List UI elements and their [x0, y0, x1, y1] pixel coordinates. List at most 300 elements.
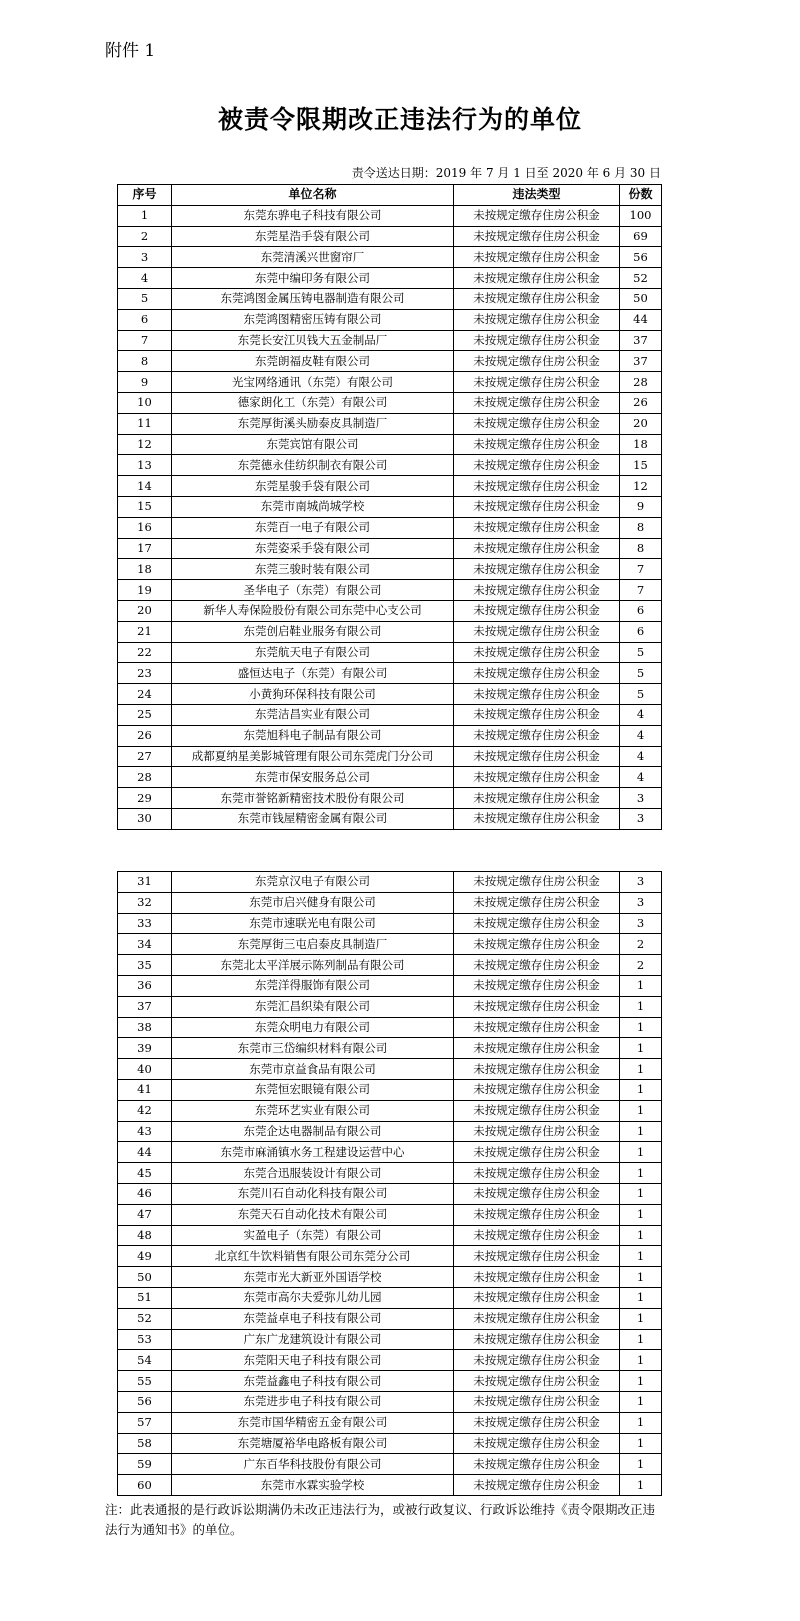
cell-count: 1: [620, 1329, 662, 1350]
cell-serial: 10: [118, 392, 172, 413]
cell-serial: 51: [118, 1287, 172, 1308]
table-row: [118, 1475, 662, 1496]
cell-unit-name: 东莞清溪兴世窗帘厂: [172, 247, 454, 268]
cell-count: 1: [620, 1454, 662, 1475]
cell-serial: 34: [118, 934, 172, 955]
cell-serial: 54: [118, 1350, 172, 1371]
cell-serial: 42: [118, 1100, 172, 1121]
cell-violation-type: 未按规定缴存住房公积金: [454, 434, 620, 455]
cell-count: 1: [620, 1017, 662, 1038]
cell-serial: 38: [118, 1017, 172, 1038]
cell-serial: 22: [118, 642, 172, 663]
cell-unit-name: 东莞市京益食品有限公司: [172, 1059, 454, 1080]
cell-violation-type: 未按规定缴存住房公积金: [454, 226, 620, 247]
cell-count: 1: [620, 1267, 662, 1288]
cell-unit-name: 东莞厚街三屯启泰皮具制造厂: [172, 934, 454, 955]
table-row: [118, 392, 662, 413]
cell-unit-name: 东莞星骏手袋有限公司: [172, 476, 454, 497]
cell-serial: 60: [118, 1475, 172, 1496]
cell-unit-name: 小黄狗环保科技有限公司: [172, 684, 454, 705]
table-row: [118, 1204, 662, 1225]
cell-count: 12: [620, 476, 662, 497]
cell-count: 8: [620, 517, 662, 538]
cell-unit-name: 东莞益鑫电子科技有限公司: [172, 1371, 454, 1392]
table-row: [118, 517, 662, 538]
table-row: [118, 434, 662, 455]
cell-serial: 40: [118, 1059, 172, 1080]
table-row: [118, 1225, 662, 1246]
table-header-row: [118, 185, 662, 206]
cell-serial: 25: [118, 704, 172, 725]
cell-count: 4: [620, 746, 662, 767]
attachment-label: 附件 1: [105, 41, 156, 61]
cell-violation-type: 未按规定缴存住房公积金: [454, 559, 620, 580]
cell-count: 1: [620, 1121, 662, 1142]
cell-serial: 16: [118, 517, 172, 538]
cell-count: 3: [620, 788, 662, 809]
cell-count: 3: [620, 808, 662, 829]
cell-violation-type: 未按规定缴存住房公积金: [454, 975, 620, 996]
cell-serial: 4: [118, 268, 172, 289]
cell-serial: 56: [118, 1391, 172, 1412]
cell-unit-name: 东莞百一电子有限公司: [172, 517, 454, 538]
cell-unit-name: 光宝网络通讯（东莞）有限公司: [172, 372, 454, 393]
cell-unit-name: 东莞市保安服务总公司: [172, 767, 454, 788]
cell-violation-type: 未按规定缴存住房公积金: [454, 330, 620, 351]
cell-serial: 23: [118, 663, 172, 684]
cell-unit-name: 东莞洋得服饰有限公司: [172, 975, 454, 996]
header-count: 份数: [620, 185, 662, 206]
cell-violation-type: 未按规定缴存住房公积金: [454, 268, 620, 289]
cell-count: 3: [620, 872, 662, 893]
cell-serial: 26: [118, 725, 172, 746]
table-row: [118, 913, 662, 934]
cell-unit-name: 东莞市启兴健身有限公司: [172, 892, 454, 913]
cell-unit-name: 德家朗化工（东莞）有限公司: [172, 392, 454, 413]
table-row: [118, 1391, 662, 1412]
cell-violation-type: 未按规定缴存住房公积金: [454, 1100, 620, 1121]
cell-serial: 27: [118, 746, 172, 767]
table-row: [118, 663, 662, 684]
table-row: [118, 725, 662, 746]
cell-unit-name: 东莞鸿图金属压铸电器制造有限公司: [172, 288, 454, 309]
cell-unit-name: 东莞京汉电子有限公司: [172, 872, 454, 893]
cell-serial: 53: [118, 1329, 172, 1350]
cell-count: 2: [620, 934, 662, 955]
cell-violation-type: 未按规定缴存住房公积金: [454, 684, 620, 705]
table-row: [118, 268, 662, 289]
document-title: 被责令限期改正违法行为的单位: [217, 105, 582, 134]
cell-count: 6: [620, 600, 662, 621]
cell-count: 7: [620, 559, 662, 580]
cell-serial: 5: [118, 288, 172, 309]
cell-count: 6: [620, 621, 662, 642]
cell-count: 5: [620, 684, 662, 705]
cell-count: 1: [620, 1079, 662, 1100]
cell-count: 1: [620, 1183, 662, 1204]
cell-violation-type: 未按规定缴存住房公积金: [454, 455, 620, 476]
cell-unit-name: 盛恒达电子（东莞）有限公司: [172, 663, 454, 684]
cell-serial: 15: [118, 496, 172, 517]
cell-count: 1: [620, 1038, 662, 1059]
cell-count: 7: [620, 580, 662, 601]
cell-serial: 39: [118, 1038, 172, 1059]
cell-violation-type: 未按规定缴存住房公积金: [454, 663, 620, 684]
table-row: [118, 1142, 662, 1163]
table-row: [118, 455, 662, 476]
cell-count: 3: [620, 892, 662, 913]
table-row: [118, 1412, 662, 1433]
cell-violation-type: 未按规定缴存住房公积金: [454, 1391, 620, 1412]
cell-serial: 30: [118, 808, 172, 829]
cell-unit-name: 北京红牛饮料销售有限公司东莞分公司: [172, 1246, 454, 1267]
cell-serial: 6: [118, 309, 172, 330]
cell-count: 44: [620, 309, 662, 330]
cell-violation-type: 未按规定缴存住房公积金: [454, 704, 620, 725]
table-row: [118, 1308, 662, 1329]
cell-serial: 11: [118, 413, 172, 434]
cell-violation-type: 未按规定缴存住房公积金: [454, 767, 620, 788]
cell-violation-type: 未按规定缴存住房公积金: [454, 1225, 620, 1246]
cell-violation-type: 未按规定缴存住房公积金: [454, 913, 620, 934]
table-row: [118, 1121, 662, 1142]
table-row: [118, 892, 662, 913]
cell-count: 15: [620, 455, 662, 476]
cell-count: 50: [620, 288, 662, 309]
cell-count: 1: [620, 975, 662, 996]
cell-serial: 24: [118, 684, 172, 705]
table-row: [118, 642, 662, 663]
cell-unit-name: 东莞中编印务有限公司: [172, 268, 454, 289]
cell-count: 1: [620, 1163, 662, 1184]
cell-unit-name: 东莞进步电子科技有限公司: [172, 1391, 454, 1412]
cell-unit-name: 东莞市高尔夫爱弥儿幼儿园: [172, 1287, 454, 1308]
cell-unit-name: 东莞市誉铭新精密技术股份有限公司: [172, 788, 454, 809]
cell-violation-type: 未按规定缴存住房公积金: [454, 538, 620, 559]
cell-serial: 35: [118, 955, 172, 976]
cell-violation-type: 未按规定缴存住房公积金: [454, 1059, 620, 1080]
table-row: [118, 476, 662, 497]
cell-count: 18: [620, 434, 662, 455]
header-violation-type: 违法类型: [454, 185, 620, 206]
cell-violation-type: 未按规定缴存住房公积金: [454, 1371, 620, 1392]
cell-serial: 21: [118, 621, 172, 642]
cell-unit-name: 东莞创启鞋业服务有限公司: [172, 621, 454, 642]
cell-count: 4: [620, 704, 662, 725]
cell-violation-type: 未按规定缴存住房公积金: [454, 247, 620, 268]
cell-violation-type: 未按规定缴存住房公积金: [454, 1121, 620, 1142]
table-row: [118, 1059, 662, 1080]
cell-violation-type: 未按规定缴存住房公积金: [454, 288, 620, 309]
cell-count: 52: [620, 268, 662, 289]
cell-count: 69: [620, 226, 662, 247]
table-row: [118, 1287, 662, 1308]
cell-count: 100: [620, 205, 662, 226]
table-row: [118, 1038, 662, 1059]
cell-serial: 13: [118, 455, 172, 476]
cell-violation-type: 未按规定缴存住房公积金: [454, 1287, 620, 1308]
table-row: [118, 872, 662, 893]
cell-serial: 36: [118, 975, 172, 996]
cell-serial: 29: [118, 788, 172, 809]
cell-count: 26: [620, 392, 662, 413]
table-row: [118, 538, 662, 559]
cell-count: 28: [620, 372, 662, 393]
cell-unit-name: 广东百华科技股份有限公司: [172, 1454, 454, 1475]
cell-violation-type: 未按规定缴存住房公积金: [454, 725, 620, 746]
header-unit-name: 单位名称: [172, 185, 454, 206]
table-row: [118, 309, 662, 330]
cell-count: 1: [620, 1059, 662, 1080]
cell-violation-type: 未按规定缴存住房公积金: [454, 517, 620, 538]
cell-violation-type: 未按规定缴存住房公积金: [454, 621, 620, 642]
cell-count: 1: [620, 1391, 662, 1412]
cell-violation-type: 未按规定缴存住房公积金: [454, 1038, 620, 1059]
cell-violation-type: 未按规定缴存住房公积金: [454, 580, 620, 601]
cell-count: 1: [620, 1350, 662, 1371]
cell-count: 1: [620, 1246, 662, 1267]
cell-violation-type: 未按规定缴存住房公积金: [454, 642, 620, 663]
cell-serial: 41: [118, 1079, 172, 1100]
cell-unit-name: 成都夏纳星美影城管理有限公司东莞虎门分公司: [172, 746, 454, 767]
cell-unit-name: 新华人寿保险股份有限公司东莞中心支公司: [172, 600, 454, 621]
cell-count: 1: [620, 1308, 662, 1329]
cell-serial: 8: [118, 351, 172, 372]
cell-serial: 57: [118, 1412, 172, 1433]
cell-violation-type: 未按规定缴存住房公积金: [454, 1412, 620, 1433]
cell-violation-type: 未按规定缴存住房公积金: [454, 1017, 620, 1038]
cell-count: 3: [620, 913, 662, 934]
cell-unit-name: 东莞姿采手袋有限公司: [172, 538, 454, 559]
cell-count: 56: [620, 247, 662, 268]
cell-violation-type: 未按规定缴存住房公积金: [454, 600, 620, 621]
cell-serial: 44: [118, 1142, 172, 1163]
cell-serial: 9: [118, 372, 172, 393]
cell-unit-name: 东莞合迅服装设计有限公司: [172, 1163, 454, 1184]
cell-serial: 7: [118, 330, 172, 351]
cell-count: 5: [620, 663, 662, 684]
cell-serial: 52: [118, 1308, 172, 1329]
cell-serial: 33: [118, 913, 172, 934]
table-row: [118, 1350, 662, 1371]
table-row: [118, 226, 662, 247]
cell-unit-name: 东莞天石自动化技术有限公司: [172, 1204, 454, 1225]
cell-serial: 31: [118, 872, 172, 893]
cell-count: 1: [620, 1100, 662, 1121]
cell-serial: 20: [118, 600, 172, 621]
cell-unit-name: 东莞北太平洋展示陈列制品有限公司: [172, 955, 454, 976]
cell-serial: 58: [118, 1433, 172, 1454]
cell-serial: 37: [118, 996, 172, 1017]
cell-violation-type: 未按规定缴存住房公积金: [454, 1183, 620, 1204]
table-row: [118, 288, 662, 309]
table-row: [118, 1017, 662, 1038]
table-row: [118, 1371, 662, 1392]
cell-violation-type: 未按规定缴存住房公积金: [454, 996, 620, 1017]
cell-violation-type: 未按规定缴存住房公积金: [454, 351, 620, 372]
cell-violation-type: 未按规定缴存住房公积金: [454, 372, 620, 393]
cell-serial: 28: [118, 767, 172, 788]
cell-unit-name: 东莞长安江贝钱大五金制品厂: [172, 330, 454, 351]
table-row: [118, 496, 662, 517]
cell-unit-name: 广东广龙建筑设计有限公司: [172, 1329, 454, 1350]
cell-count: 1: [620, 1225, 662, 1246]
cell-count: 37: [620, 351, 662, 372]
cell-violation-type: 未按规定缴存住房公积金: [454, 1350, 620, 1371]
cell-count: 20: [620, 413, 662, 434]
cell-unit-name: 东莞星浩手袋有限公司: [172, 226, 454, 247]
cell-serial: 45: [118, 1163, 172, 1184]
cell-unit-name: 圣华电子（东莞）有限公司: [172, 580, 454, 601]
cell-count: 1: [620, 1475, 662, 1496]
cell-unit-name: 东莞洁昌实业有限公司: [172, 704, 454, 725]
cell-unit-name: 东莞塘厦裕华电路板有限公司: [172, 1433, 454, 1454]
table-row: [118, 1329, 662, 1350]
cell-unit-name: 东莞市国华精密五金有限公司: [172, 1412, 454, 1433]
table-row: [118, 975, 662, 996]
cell-count: 37: [620, 330, 662, 351]
cell-unit-name: 东莞川石自动化科技有限公司: [172, 1183, 454, 1204]
cell-serial: 50: [118, 1267, 172, 1288]
cell-serial: 48: [118, 1225, 172, 1246]
cell-unit-name: 东莞阳天电子科技有限公司: [172, 1350, 454, 1371]
table-row: [118, 1454, 662, 1475]
table-row: [118, 955, 662, 976]
cell-count: 1: [620, 1371, 662, 1392]
cell-serial: 59: [118, 1454, 172, 1475]
cell-unit-name: 东莞东骅电子科技有限公司: [172, 205, 454, 226]
cell-violation-type: 未按规定缴存住房公积金: [454, 1079, 620, 1100]
cell-unit-name: 东莞市光大新亚外国语学校: [172, 1267, 454, 1288]
cell-serial: 47: [118, 1204, 172, 1225]
cell-serial: 43: [118, 1121, 172, 1142]
cell-unit-name: 东莞众明电力有限公司: [172, 1017, 454, 1038]
cell-violation-type: 未按规定缴存住房公积金: [454, 808, 620, 829]
table-row: [118, 372, 662, 393]
units-table-part2: [117, 871, 662, 1496]
cell-count: 4: [620, 767, 662, 788]
table-row: [118, 580, 662, 601]
table-row: [118, 996, 662, 1017]
cell-violation-type: 未按规定缴存住房公积金: [454, 1329, 620, 1350]
cell-serial: 2: [118, 226, 172, 247]
cell-violation-type: 未按规定缴存住房公积金: [454, 872, 620, 893]
cell-count: 9: [620, 496, 662, 517]
cell-violation-type: 未按规定缴存住房公积金: [454, 1267, 620, 1288]
delivery-period: 责令送达日期：2019 年 7 月 1 日至 2020 年 6 月 30 日: [351, 166, 661, 180]
cell-count: 8: [620, 538, 662, 559]
cell-serial: 32: [118, 892, 172, 913]
cell-serial: 46: [118, 1183, 172, 1204]
cell-unit-name: 东莞环艺实业有限公司: [172, 1100, 454, 1121]
table-row: [118, 559, 662, 580]
cell-unit-name: 东莞市水霖实验学校: [172, 1475, 454, 1496]
table-row: [118, 621, 662, 642]
cell-count: 1: [620, 1287, 662, 1308]
cell-violation-type: 未按规定缴存住房公积金: [454, 1454, 620, 1475]
cell-unit-name: 东莞三骏时装有限公司: [172, 559, 454, 580]
cell-violation-type: 未按规定缴存住房公积金: [454, 205, 620, 226]
cell-unit-name: 东莞旭科电子制品有限公司: [172, 725, 454, 746]
table-row: [118, 600, 662, 621]
cell-violation-type: 未按规定缴存住房公积金: [454, 476, 620, 497]
cell-violation-type: 未按规定缴存住房公积金: [454, 1308, 620, 1329]
cell-serial: 49: [118, 1246, 172, 1267]
footnote: 注：此表通报的是行政诉讼期满仍未改正违法行为，或被行政复议、行政诉讼维持《责令限期改正违法行为通知书》的单位。: [105, 1502, 656, 1537]
cell-count: 4: [620, 725, 662, 746]
cell-unit-name: 东莞市南城尚城学校: [172, 496, 454, 517]
cell-violation-type: 未按规定缴存住房公积金: [454, 788, 620, 809]
table-row: [118, 1079, 662, 1100]
table-row: [118, 1433, 662, 1454]
cell-unit-name: 东莞宾馆有限公司: [172, 434, 454, 455]
cell-unit-name: 东莞市速联光电有限公司: [172, 913, 454, 934]
cell-unit-name: 东莞德永佳纺织制衣有限公司: [172, 455, 454, 476]
table-row: [118, 767, 662, 788]
cell-violation-type: 未按规定缴存住房公积金: [454, 1142, 620, 1163]
cell-violation-type: 未按规定缴存住房公积金: [454, 1246, 620, 1267]
cell-violation-type: 未按规定缴存住房公积金: [454, 413, 620, 434]
cell-unit-name: 东莞厚街溪头励泰皮具制造厂: [172, 413, 454, 434]
table-row: [118, 934, 662, 955]
cell-unit-name: 实盈电子（东莞）有限公司: [172, 1225, 454, 1246]
cell-count: 2: [620, 955, 662, 976]
cell-serial: 3: [118, 247, 172, 268]
cell-serial: 1: [118, 205, 172, 226]
table-row: [118, 1100, 662, 1121]
cell-unit-name: 东莞益卓电子科技有限公司: [172, 1308, 454, 1329]
cell-unit-name: 东莞恒宏眼镜有限公司: [172, 1079, 454, 1100]
cell-unit-name: 东莞汇昌织染有限公司: [172, 996, 454, 1017]
table-row: [118, 1183, 662, 1204]
table-row: [118, 247, 662, 268]
cell-count: 1: [620, 1433, 662, 1454]
cell-violation-type: 未按规定缴存住房公积金: [454, 1163, 620, 1184]
header-serial: 序号: [118, 185, 172, 206]
cell-serial: 12: [118, 434, 172, 455]
table-row: [118, 205, 662, 226]
cell-unit-name: 东莞企达电器制品有限公司: [172, 1121, 454, 1142]
table-row: [118, 704, 662, 725]
table-row: [118, 413, 662, 434]
cell-serial: 55: [118, 1371, 172, 1392]
cell-unit-name: 东莞市麻涌镇水务工程建设运营中心: [172, 1142, 454, 1163]
cell-serial: 19: [118, 580, 172, 601]
cell-violation-type: 未按规定缴存住房公积金: [454, 1433, 620, 1454]
cell-violation-type: 未按规定缴存住房公积金: [454, 746, 620, 767]
table-row: [118, 1246, 662, 1267]
cell-violation-type: 未按规定缴存住房公积金: [454, 309, 620, 330]
cell-unit-name: 东莞鸿图精密压铸有限公司: [172, 309, 454, 330]
table-row: [118, 788, 662, 809]
cell-unit-name: 东莞朗福皮鞋有限公司: [172, 351, 454, 372]
cell-violation-type: 未按规定缴存住房公积金: [454, 1204, 620, 1225]
cell-violation-type: 未按规定缴存住房公积金: [454, 892, 620, 913]
cell-unit-name: 东莞航天电子有限公司: [172, 642, 454, 663]
table-row: [118, 351, 662, 372]
table-row: [118, 1267, 662, 1288]
cell-violation-type: 未按规定缴存住房公积金: [454, 1475, 620, 1496]
cell-violation-type: 未按规定缴存住房公积金: [454, 496, 620, 517]
cell-violation-type: 未按规定缴存住房公积金: [454, 934, 620, 955]
cell-count: 1: [620, 996, 662, 1017]
cell-serial: 17: [118, 538, 172, 559]
cell-violation-type: 未按规定缴存住房公积金: [454, 392, 620, 413]
cell-count: 1: [620, 1142, 662, 1163]
cell-unit-name: 东莞市三岱编织材料有限公司: [172, 1038, 454, 1059]
table-row: [118, 684, 662, 705]
table-row: [118, 1163, 662, 1184]
